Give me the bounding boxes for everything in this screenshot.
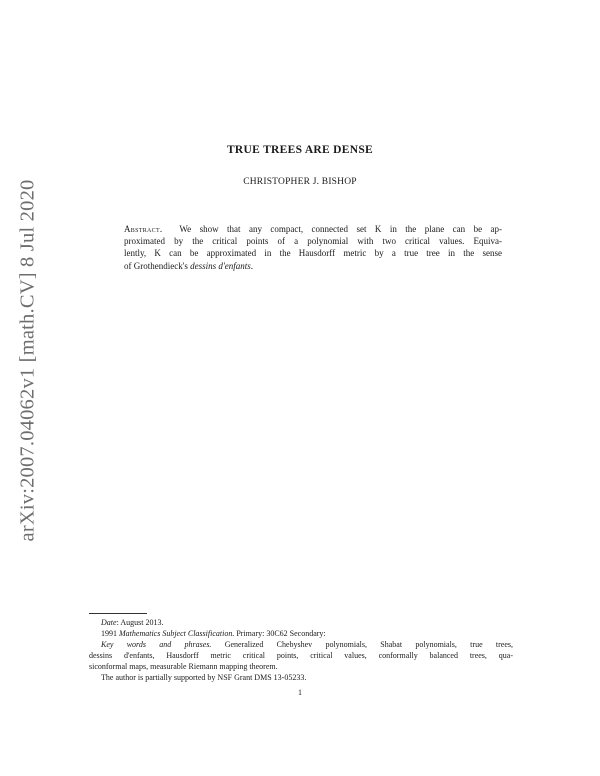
arxiv-stamp — [6, 179, 50, 541]
abstract-emphasis: dessins d'enfants — [190, 260, 251, 271]
abstract-line-3: lently, K can be approximated in the Hausdorff metric by a true tree in the sense — [124, 248, 502, 259]
footnote-keywords-3: siconformal maps, measurable Riemann mapping theorem. — [89, 662, 278, 671]
date-value: : August 2013. — [116, 618, 164, 627]
page-number: 1 — [298, 688, 302, 697]
abstract — [124, 223, 502, 272]
msc-value: Primary: 30C62 Secondary: — [234, 629, 326, 638]
footnote-support: The author is partially supported by NSF Grant DMS 13-05233. — [101, 673, 307, 682]
footnote-keywords-1 — [89, 639, 513, 650]
keywords-text-1: Generalized Chebyshev polynomials, Shabat polynomials, true trees, — [211, 640, 513, 649]
abstract-text-1: We show that any compact, connected set K in the plane can be ap- — [179, 224, 503, 234]
abstract-line-4 — [124, 260, 502, 272]
footnote-msc — [89, 628, 513, 639]
paper-title: TRUE TREES ARE DENSE — [226, 144, 374, 156]
footnote-rule — [89, 613, 147, 614]
author-name: CHRISTOPHER J. BISHOP — [243, 177, 357, 187]
abstract-line-1 — [124, 223, 502, 235]
date-label: Date — [101, 618, 117, 627]
abstract-last-prefix: of Grothendieck's — [124, 260, 191, 271]
keywords-label: Key words and phrases. — [101, 640, 212, 649]
abstract-last-suffix: . — [250, 260, 254, 271]
msc-year: 1991 — [101, 629, 119, 638]
msc-label: Mathematics Subject Classification. — [119, 629, 235, 638]
footnote-keywords-2: dessins d'enfants, Hausdorff metric critical points, critical values, conformally balanced trees, qua- — [89, 651, 513, 660]
arxiv-identifier: arXiv:2007.04062v1 [math.CV] 8 Jul 2020 — [16, 179, 39, 541]
footnotes — [89, 617, 513, 683]
footnote-date — [89, 617, 513, 628]
abstract-label: Abstract. — [124, 224, 163, 234]
abstract-line-2: proximated by the critical points of a polynomial with two critical values. Equiva- — [124, 236, 502, 247]
